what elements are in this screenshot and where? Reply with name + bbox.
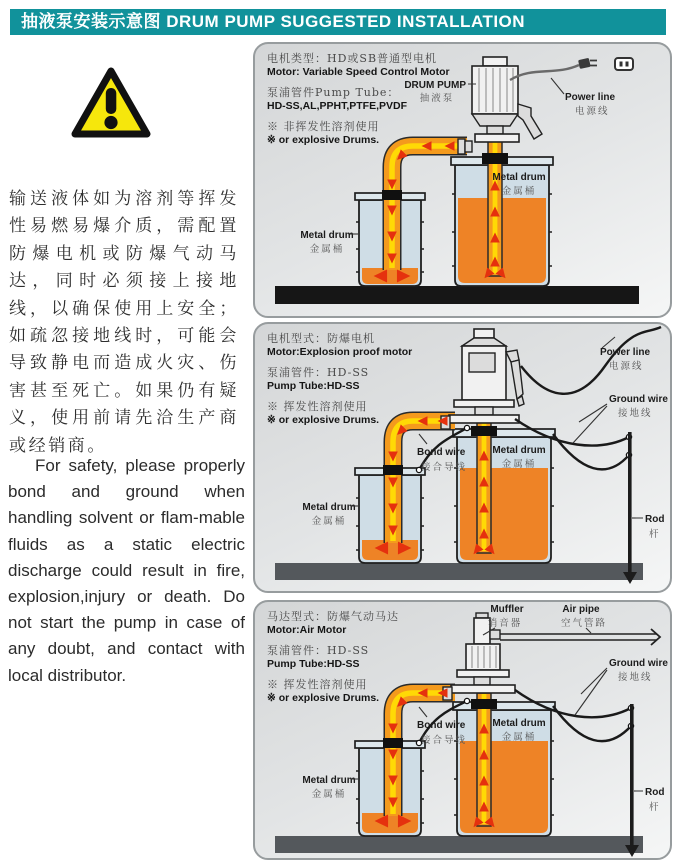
bond-wire-label: Bond wire xyxy=(417,447,466,458)
panel1-specs xyxy=(267,52,450,154)
bung-left xyxy=(383,465,403,475)
muffler-label-zh: 消音器 xyxy=(487,618,523,629)
spec-note-en: ※ or explosive Drums. xyxy=(267,134,380,147)
power-cord xyxy=(510,58,633,80)
panel2-specs xyxy=(267,332,412,434)
diagram-panel-explosion-proof-motor xyxy=(253,322,672,593)
page-title: 抽液泵安装示意图 DRUM PUMP SUGGESTED INSTALLATION xyxy=(21,12,526,31)
metal-drum-left-label-zh: 金属桶 xyxy=(309,244,345,255)
safety-paragraph-english: For safety, please properly bond and ground when handling solvent or flam-mable fluids as a static electric discharge could result in fire, explosion,injury or death. Do not start the pump in case of any doubt, and contact with local distributor. xyxy=(8,456,245,685)
spec-motor-en: Motor:Explosion proof motor xyxy=(267,346,413,359)
floor xyxy=(275,286,639,304)
metal-drum-right-label: Metal drum xyxy=(492,718,546,729)
metal-drum-left-label: Metal drum xyxy=(300,230,354,241)
bung-left xyxy=(383,738,403,748)
diagram-panel-air-motor xyxy=(253,600,672,860)
ground-wire-label-zh: 接地线 xyxy=(618,408,653,419)
spec-note-zh: ※ 挥发性溶剂使用 xyxy=(267,677,368,691)
title-bar xyxy=(10,9,666,35)
metal-drum-right-label: Metal drum xyxy=(492,445,546,456)
plug-icon xyxy=(578,58,591,69)
metal-drum-right-label-zh: 金属桶 xyxy=(501,186,537,197)
spec-note-en: ※ or explosive Drums. xyxy=(267,414,380,427)
drum-pump-label-zh: 抽液泵 xyxy=(419,93,455,104)
power-line-label-zh: 电源线 xyxy=(575,106,610,117)
air-pipe xyxy=(500,629,660,645)
power-line-label-zh: 电源线 xyxy=(609,361,644,372)
outlet-icon xyxy=(615,58,633,70)
floor xyxy=(275,836,643,853)
grounding-rod xyxy=(625,704,639,857)
ground-wire-label-zh: 接地线 xyxy=(618,672,653,683)
spec-motor-zh: 电机型式：防爆电机 xyxy=(267,332,375,345)
spec-tube-zh: 泵浦管件：HD-SS xyxy=(267,643,370,657)
rod-label: Rod xyxy=(645,514,665,525)
rod-label-zh: 杆 xyxy=(649,529,661,540)
spec-tube-en: Pump Tube:HD-SS xyxy=(267,380,360,393)
metal-drum-right-label: Metal drum xyxy=(492,172,546,183)
spec-tube-zh: 泵浦管件：HD-SS xyxy=(267,365,370,379)
spec-tube-en: Pump Tube:HD-SS xyxy=(267,658,360,671)
floor xyxy=(275,563,643,580)
metal-drum-left-label: Metal drum xyxy=(302,775,356,786)
bond-wire-label: Bond wire xyxy=(417,720,466,731)
spec-tube-en: HD-SS,AL,PPHT,PTFE,PVDF xyxy=(267,100,408,113)
spec-tube-zh: 泵浦管件Pump Tube： xyxy=(267,85,400,99)
metal-drum-right-label-zh: 金属桶 xyxy=(501,459,537,470)
spec-note-zh: ※ 挥发性溶剂使用 xyxy=(267,399,368,413)
air-pipe-label: Air pipe xyxy=(562,604,600,615)
pump-handle xyxy=(518,104,542,139)
air-pipe-label-zh: 空气管路 xyxy=(560,618,608,629)
bung-left xyxy=(382,190,402,200)
electric-motor-pump xyxy=(458,57,542,154)
muffler-label: Muffler xyxy=(490,604,524,615)
metal-drum-left-label-zh: 金属桶 xyxy=(311,789,347,800)
ground-wire-label: Ground wire xyxy=(609,394,668,405)
bung-right xyxy=(482,153,508,164)
spec-motor-en: Motor:Air Motor xyxy=(267,624,347,637)
drum-pump-label: DRUM PUMP xyxy=(404,80,466,91)
power-line-label: Power line xyxy=(600,347,651,358)
spec-motor-zh: 马达型式：防爆气动马达 xyxy=(267,610,399,623)
metal-drum-right-label-zh: 金属桶 xyxy=(501,732,537,743)
grounding-rod xyxy=(623,432,637,584)
metal-drum-left-label-zh: 金属桶 xyxy=(311,516,347,527)
spec-motor-zh: 电机类型：HD或SB普通型电机 xyxy=(267,52,438,65)
spec-note-zh: ※ 非挥发性溶剂使用 xyxy=(267,119,380,133)
bond-wire-label-zh: 接合导线 xyxy=(421,462,468,473)
metal-drum-left-label: Metal drum xyxy=(302,502,356,513)
diagram-panel-electric-motor xyxy=(253,42,672,318)
rod-label: Rod xyxy=(645,787,665,798)
bung-right xyxy=(471,426,497,436)
rod-label-zh: 杆 xyxy=(649,802,661,813)
warning-triangle-icon xyxy=(70,66,152,140)
dispense-gun xyxy=(506,350,524,406)
panel3-specs xyxy=(267,610,399,712)
spec-motor-en: Motor: Variable Speed Control Motor xyxy=(267,66,450,79)
power-line-label: Power line xyxy=(565,92,616,103)
safety-paragraph-chinese: 输送液体如为溶剂等挥发性易燃易爆介质，需配置防爆电机或防爆气动马达，同时必须接上接地线，以确保使用上安全；如疏忽接地线时，可能会导致静电而造成火灾、伤害甚至死亡。如果仍有疑义，使用前请先洽生产商或经销商。 xyxy=(9,189,239,456)
ground-wire-label: Ground wire xyxy=(609,658,668,669)
spec-note-en: ※ or explosive Drums. xyxy=(267,692,380,705)
bond-wire-label-zh: 接合导线 xyxy=(421,735,468,746)
air-inlet-fitting xyxy=(490,630,500,639)
bung-right xyxy=(471,699,497,709)
